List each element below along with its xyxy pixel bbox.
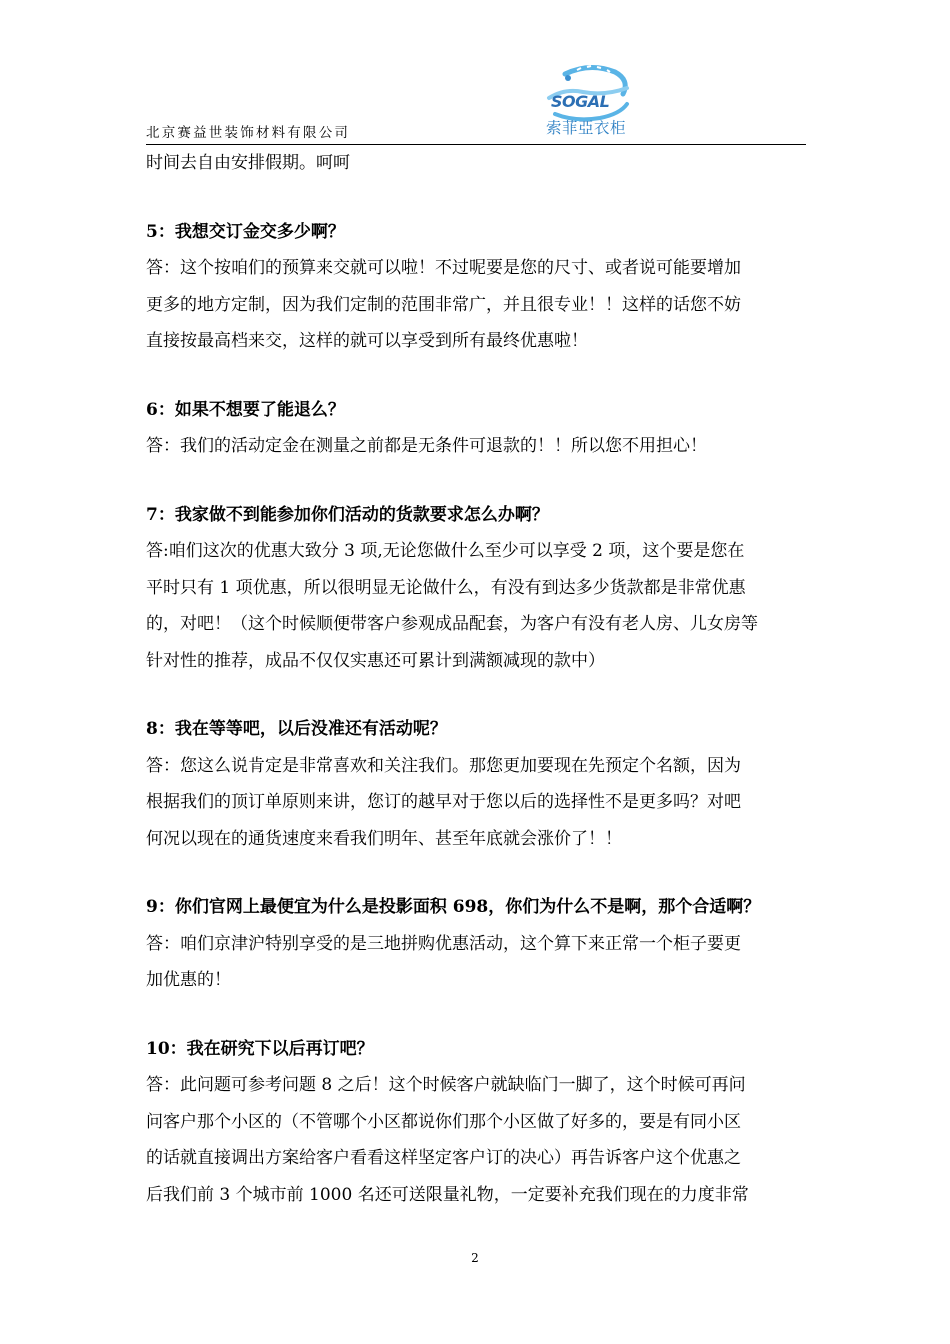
question-heading: 10：我在研究下以后再订吧？: [146, 1038, 374, 1059]
answer-line: 答:咱们这次的优惠大致分 3 项,无论您做什么至少可以享受 2 项，这个要是您在: [146, 541, 745, 561]
answer-line: 平时只有 1 项优惠，所以很明显无论做什么，有没有到达多少货款都是非常优惠: [146, 577, 746, 598]
spacer: [146, 465, 810, 497]
answer-line: 答：我们的活动定金在测量之前都是无条件可退款的！！所以您不用担心！: [146, 436, 707, 456]
page-number: 2: [471, 1251, 479, 1265]
answer-line: 针对性的推荐，成品不仅仅实惠还可累计到满额减现的款中）: [146, 650, 605, 671]
question-heading: 7：我家做不到能参加你们活动的货款要求怎么办啊？: [146, 504, 549, 525]
answer-line: 答：此问题可参考问题 8 之后！这个时候客户就缺临门一脚了，这个时候可再问: [146, 1075, 746, 1095]
logo-chinese-text: 索菲亞衣柜: [546, 119, 627, 137]
spacer: [146, 679, 810, 711]
logo-brand-text: SOGAL: [551, 92, 610, 111]
spacer: [146, 182, 810, 214]
answer-line: 答：这个按咱们的预算来交就可以啦！不过呢要是您的尺寸、或者说可能要增加: [146, 258, 741, 278]
answer-line: 更多的地方定制，因为我们定制的范围非常广，并且很专业！！这样的话您不妨: [146, 294, 741, 315]
question-heading: 9：你们官网上最便宜为什么是投影面积 698，你们为什么不是啊，那个合适啊？: [146, 897, 761, 917]
spacer: [146, 360, 810, 392]
header-company-name: 北京赛益世装饰材料有限公司: [146, 125, 351, 141]
document-body: [146, 145, 810, 1213]
answer-line: 何况以现在的通货速度来看我们明年、甚至年底就会涨价了！！: [146, 828, 622, 849]
answer-line: 答：咱们京津沪特别享受的是三地拼购优惠活动，这个算下来正常一个柜子要更: [146, 933, 741, 954]
spacer: [146, 857, 810, 889]
answer-line: 后我们前 3 个城市前 1000 名还可送限量礼物，一定要补充我们现在的力度非常: [146, 1184, 749, 1205]
answer-line: 根据我们的顶订单原则来讲，您订的越早对于您以后的选择性不是更多吗？对吧: [146, 792, 741, 812]
answer-line: 的话就直接调出方案给客户看看这样坚定客户订的决心）再告诉客户这个优惠之: [146, 1148, 741, 1168]
question-heading: 6：如果不想要了能退么？: [146, 399, 345, 420]
answer-line: 的，对吧！（这个时候顺便带客户参观成品配套，为客户有没有老人房、儿女房等: [146, 614, 758, 634]
answer-line: 直接按最高档来交，这样的就可以享受到所有最终优惠啦！: [146, 331, 588, 351]
question-heading: 8：我在等等吧，以后没准还有活动呢？: [146, 719, 447, 739]
question-heading: 5：我想交订金交多少啊？: [146, 221, 345, 242]
spacer: [146, 999, 810, 1031]
answer-line: 加优惠的！: [146, 970, 231, 990]
answer-line: 问客户那个小区的（不管哪个小区都说你们那个小区做了好多的，要是有同小区: [146, 1111, 741, 1132]
answer-line: 答：您这么说肯定是非常喜欢和关注我们。那您更加要现在先预定个名额，因为: [146, 755, 741, 776]
intro-line: 时间去自由安排假期。呵呵: [146, 153, 350, 173]
